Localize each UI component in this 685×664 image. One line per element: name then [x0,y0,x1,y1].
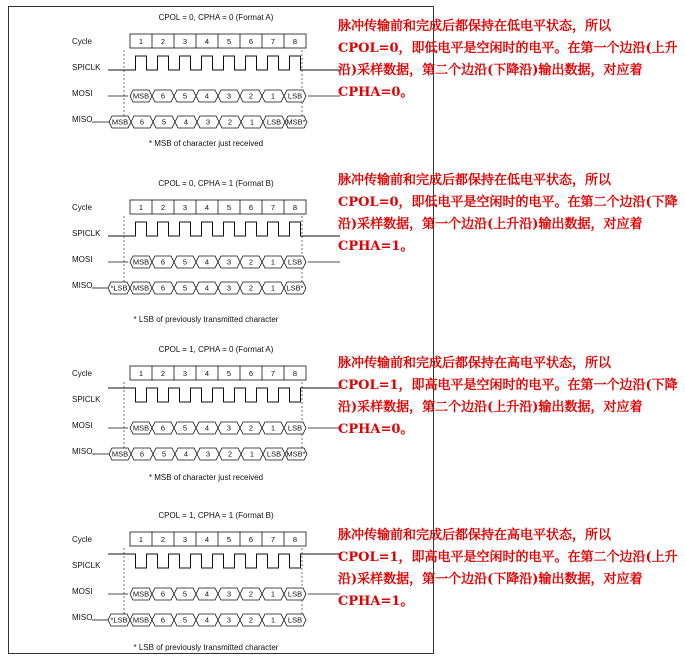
mosi-bit-label: MSB [132,589,150,599]
mosi-bit-label: MSB [132,257,150,267]
mosi-bit-label: 6 [160,257,166,267]
cycle-number: 4 [204,369,210,378]
spiclk-waveform [108,554,340,568]
mosi-bit-label: 2 [248,423,254,433]
cycle-number: 1 [138,535,144,544]
mosi-bit-label: MSB [132,91,150,101]
mosi-bit-label: 6 [160,423,166,433]
cycle-number: 4 [204,203,210,212]
cycle-label: Cycle [72,37,93,46]
cycle-number: 8 [292,535,298,544]
mosi-bit-label: LSB [287,423,303,433]
mosi-bit-label: 3 [226,589,232,599]
cycle-number: 1 [138,369,144,378]
cycle-number: 6 [248,369,254,378]
mosi-label: MOSI [72,587,93,596]
cycle-number: 6 [248,203,254,212]
mosi-bit-label: 4 [204,91,210,101]
miso-bit-label: 1 [249,449,255,459]
mosi-bit-label: 6 [160,91,166,101]
miso-bit-label: 6 [160,283,166,293]
cycle-number: 7 [270,37,276,46]
cycle-number: 8 [292,369,298,378]
miso-bit-label: 4 [204,283,210,293]
miso-bit-label: 2 [248,283,254,293]
miso-bit-label: *LSB [110,283,128,293]
spiclk-label: SPICLK [72,63,101,72]
mosi-bit-label: 4 [204,589,210,599]
miso-bit-label: 4 [183,449,189,459]
mosi-bit-label: 2 [248,589,254,599]
miso-bit-label: 1 [270,615,276,625]
mosi-label: MOSI [72,421,93,430]
miso-bit-label: 6 [139,449,145,459]
cycle-number: 2 [160,203,166,212]
panel-title: CPOL = 0, CPHA = 0 (Format A) [158,13,274,22]
miso-bit-label: 3 [205,117,211,127]
cycle-number: 6 [248,37,254,46]
mosi-bit-label: LSB [287,91,303,101]
mosi-bit-label: MSB [132,423,150,433]
spiclk-label: SPICLK [72,561,101,570]
mosi-bit-label: 1 [270,423,276,433]
miso-bit-label: MSB [111,449,129,459]
explanation-cpol1-cpha0: 脉冲传输前和完成后都保持在高电平状态，所以CPOL=1，即高电平是空闲时的电平。在第一个边沿(下降沿)采样数据，第二个边沿(上升沿)输出数据，对应着CPHA=0。 [338,356,678,437]
footnote: * MSB of character just received [148,473,264,482]
panel-title: CPOL = 1, CPHA = 0 (Format A) [158,345,274,354]
cycle-number: 5 [226,369,232,378]
miso-bit-label: 1 [270,283,276,293]
cycle-number: 8 [292,37,298,46]
miso-bit-label: 5 [161,117,167,127]
mosi-bit-label: 3 [226,257,232,267]
miso-bit-label: LSB [266,117,282,127]
miso-bit-label: 4 [183,117,189,127]
explanation-cpol1-cpha1: 脉冲传输前和完成后都保持在高电平状态，所以CPOL=1，即高电平是空闲时的电平。在第二个边沿(上升沿)采样数据，第一个边沿(下降沿)输出数据，对应着CPHA=1。 [338,528,678,609]
spiclk-label: SPICLK [72,229,101,238]
mosi-bit-label: 2 [248,257,254,267]
mosi-bit-label: LSB [287,257,303,267]
cycle-number: 5 [226,535,232,544]
miso-label: MISO [72,281,93,290]
mosi-bit-label: 2 [248,91,254,101]
spiclk-waveform [108,56,340,70]
mosi-bit-label: 3 [226,423,232,433]
miso-bit-label: *LSB [110,615,128,625]
mosi-bit-label: 3 [226,91,232,101]
mosi-bit-label: 4 [204,423,210,433]
cycle-label: Cycle [72,535,93,544]
cycle-number: 7 [270,203,276,212]
cycle-number: 1 [138,37,144,46]
panel-title: CPOL = 0, CPHA = 1 (Format B) [158,179,274,188]
cycle-number: 3 [182,37,188,46]
spiclk-waveform [108,388,340,402]
panel-cpol1-cpha0 [72,345,340,482]
cycle-number: 1 [138,203,144,212]
cycle-number: 4 [204,535,210,544]
cycle-number: 2 [160,369,166,378]
panel-cpol1-cpha1 [72,511,340,652]
cycle-number: 2 [160,535,166,544]
mosi-bit-label: 5 [182,91,188,101]
spiclk-waveform [108,222,340,236]
miso-bit-label: LSB [287,615,303,625]
miso-bit-label: MSB [111,117,129,127]
panel-cpol0-cpha1 [72,179,340,324]
miso-bit-label: LSB [266,449,282,459]
cycle-number: 5 [226,203,232,212]
mosi-label: MOSI [72,255,93,264]
miso-bit-label: 1 [249,117,255,127]
miso-bit-label: 6 [139,117,145,127]
miso-bit-label: 5 [161,449,167,459]
cycle-number: 6 [248,535,254,544]
miso-label: MISO [72,613,93,622]
miso-label: MISO [72,115,93,124]
cycle-number: 2 [160,37,166,46]
mosi-bit-label: 4 [204,257,210,267]
miso-bit-label: MSB [132,615,150,625]
miso-bit-label: 6 [160,615,166,625]
miso-bit-label: MSB [132,283,150,293]
mosi-bit-label: 6 [160,589,166,599]
panel-cpol0-cpha0 [72,13,340,148]
cycle-number: 7 [270,369,276,378]
miso-bit-label: LSB* [286,283,304,293]
mosi-label: MOSI [72,89,93,98]
cycle-label: Cycle [72,203,93,212]
cycle-number: 5 [226,37,232,46]
cycle-label: Cycle [72,369,93,378]
miso-bit-label: 2 [248,615,254,625]
miso-bit-label: 3 [205,449,211,459]
miso-bit-label: 4 [204,615,210,625]
miso-bit-label: 5 [182,615,188,625]
cycle-number: 8 [292,203,298,212]
mosi-bit-label: LSB [287,589,303,599]
explanation-cpol0-cpha0: 脉冲传输前和完成后都保持在低电平状态，所以CPOL=0，即低电平是空闲时的电平。在第一个边沿(上升沿)采样数据，第二个边沿(下降沿)输出数据，对应着CPHA=0。 [338,19,678,100]
mosi-bit-label: 5 [182,589,188,599]
footnote: * LSB of previously transmitted character [133,315,279,324]
mosi-bit-label: 1 [270,589,276,599]
panel-title: CPOL = 1, CPHA = 1 (Format B) [158,511,274,520]
miso-bit-label: MSB* [286,449,306,459]
footnote: * MSB of character just received [148,139,264,148]
miso-bit-label: 3 [226,283,232,293]
cycle-number: 4 [204,37,210,46]
miso-bit-label: 3 [226,615,232,625]
miso-bit-label: 5 [182,283,188,293]
cycle-number: 3 [182,203,188,212]
cycle-number: 3 [182,535,188,544]
mosi-bit-label: 5 [182,257,188,267]
miso-bit-label: 2 [227,449,233,459]
spiclk-label: SPICLK [72,395,101,404]
mosi-bit-label: 1 [270,91,276,101]
mosi-bit-label: 5 [182,423,188,433]
miso-bit-label: MSB* [286,117,306,127]
mosi-bit-label: 1 [270,257,276,267]
footnote: * LSB of previously transmitted character [133,643,279,652]
explanation-cpol0-cpha1: 脉冲传输前和完成后都保持在低电平状态，所以CPOL=0，即低电平是空闲时的电平。在第二个边沿(下降沿)采样数据，第一个边沿(上升沿)输出数据，对应着CPHA=1。 [338,173,678,254]
miso-bit-label: 2 [227,117,233,127]
cycle-number: 7 [270,535,276,544]
miso-label: MISO [72,447,93,456]
cycle-number: 3 [182,369,188,378]
